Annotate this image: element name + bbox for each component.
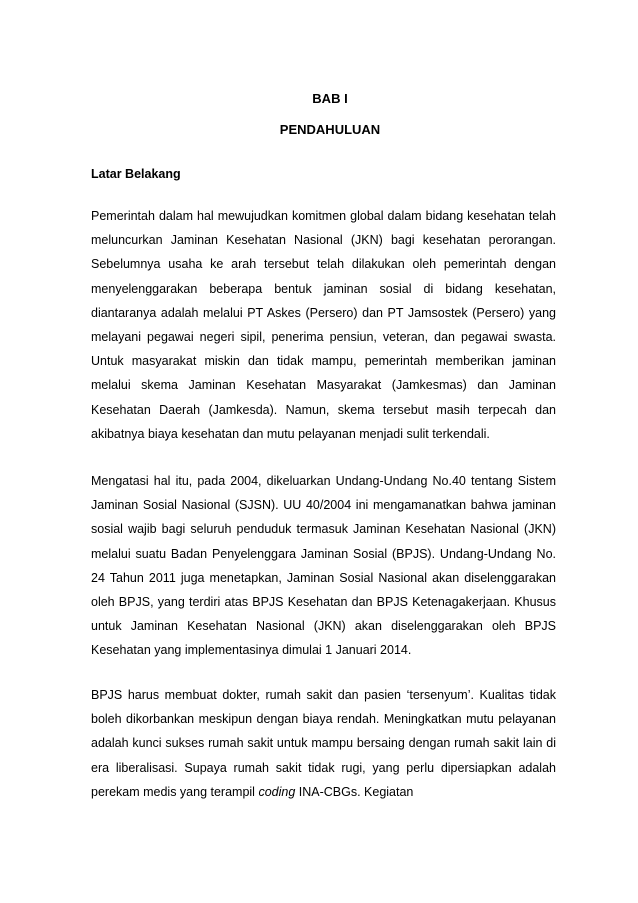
body-paragraph-1: Pemerintah dalam hal mewujudkan komitmen global dalam bidang kesehatan telah meluncurkan Jaminan Kesehatan Nasional (JKN) bagi kesehatan perorangan. Sebelumnya usaha ke arah tersebut telah dilakukan oleh pemerintah dengan menyelenggarakan beberapa bentuk jaminan sosial di bidang kesehatan, diantaranya adalah melalui PT Askes (Persero) dan PT Jamsostek (Persero) yang melayani pegawai negeri sipil, penerima pensiun, veteran, dan pegawai swasta. Untuk masyarakat miskin dan tidak mampu, pemerintah memberikan jaminan melalui skema Jaminan Kesehatan Masyarakat (Jamkesmas) dan Jaminan Kesehatan Daerah (Jamkesda). Namun, skema tersebut masih terpecah dan akibatnya biaya kesehatan dan mutu pelayanan menjadi sulit terkendali. (91, 209, 556, 441)
paragraph-3-italic-term: coding (258, 784, 296, 799)
section-heading: Latar Belakang (91, 167, 181, 181)
paragraph-3-text-start: BPJS harus membuat dokter, rumah sakit dan pasien ‘tersenyum’. Kualitas tidak boleh dikorbankan meskipun dengan biaya rendah. Meningkatkan mutu pelayanan adalah kunci sukses rumah sakit untuk mampu bersaing dengan rumah sakit lain di era liberalisasi. Supaya rumah sakit tidak rugi, yang perlu dipersiapkan adalah perekam medis yang terampil (91, 688, 556, 799)
body-paragraph-2: Mengatasi hal itu, pada 2004, dikeluarkan Undang-Undang No.40 tentang Sistem Jaminan Sosial Nasional (SJSN). UU 40/2004 ini mengamanatkan bahwa jaminan sosial wajib bagi seluruh penduduk termasuk Jaminan Kesehatan Nasional (JKN) melalui suatu Badan Penyelenggara Jaminan Sosial (BPJS). Undang-Undang No. 24 Tahun 2011 juga menetapkan, Jaminan Sosial Nasional akan diselenggarakan oleh BPJS, yang terdiri atas BPJS Kesehatan dan BPJS Ketenagakerjaan. Khusus untuk Jaminan Kesehatan Nasional (JKN) akan diselenggarakan oleh BPJS Kesehatan yang implementasinya dimulai 1 Januari 2014. (91, 474, 556, 658)
chapter-label: BAB I (312, 91, 348, 106)
body-paragraph-3 (91, 683, 556, 804)
chapter-title: PENDAHULUAN (279, 122, 381, 137)
paragraph-3-text-end: INA-CBGs. Kegiatan (295, 784, 414, 799)
